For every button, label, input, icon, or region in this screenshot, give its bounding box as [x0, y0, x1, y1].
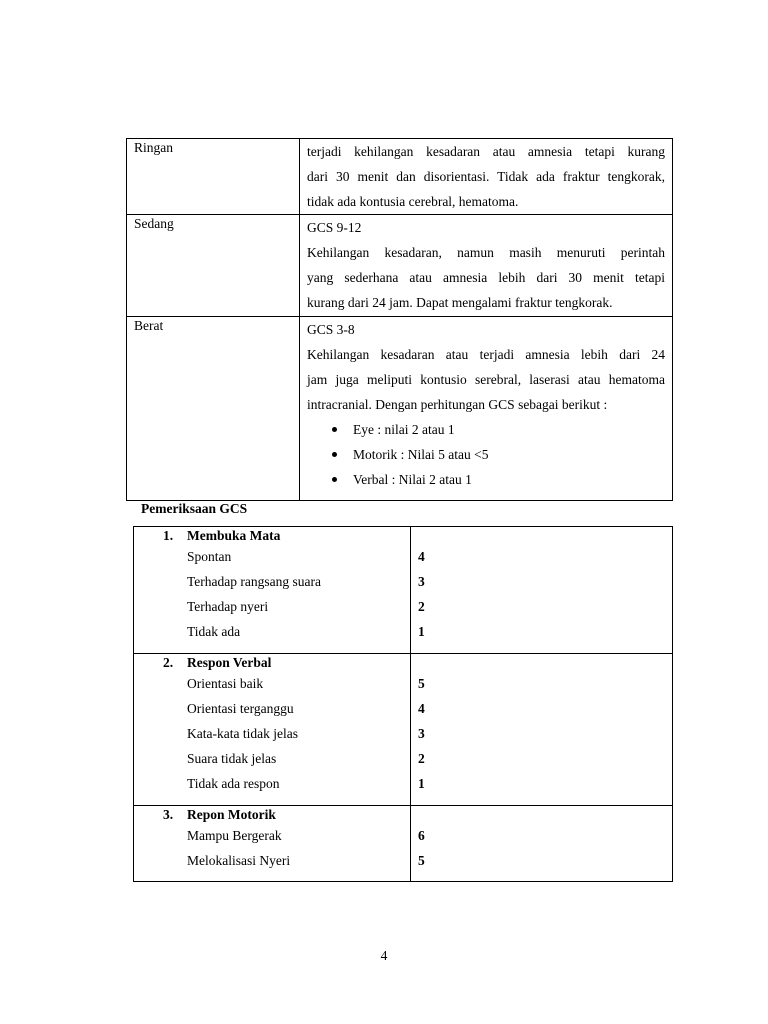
severity-label-cell	[127, 317, 300, 501]
bullet-dot-icon	[332, 452, 337, 457]
gcs-block-heading	[134, 806, 410, 823]
gcs-block-number: 2.	[163, 655, 174, 670]
gcs-item-label: Orientasi baik	[187, 676, 264, 691]
severity-description-cell	[300, 317, 673, 501]
severity-table	[126, 138, 673, 501]
gcs-item-score: 4	[418, 549, 425, 564]
gcs-item-label: Kata-kata tidak jelas	[187, 726, 298, 741]
gcs-item-label: Suara tidak jelas	[187, 751, 277, 766]
severity-label-cell	[127, 215, 300, 317]
gcs-item-label: Orientasi terganggu	[187, 701, 294, 716]
severity-row-berat	[127, 317, 673, 501]
gcs-item-label: Mampu Bergerak	[187, 828, 282, 843]
description-line: dari 30 menit dan disorientasi. Tidak ada fraktur tengkorak,	[307, 169, 665, 184]
description-line: jam juga meliputi kontusio serebral, laserasi atau hematoma	[307, 372, 665, 387]
bullet-dot-icon	[332, 477, 337, 482]
description-line: terjadi kehilangan kesadaran atau amnesia tetapi kurang	[307, 144, 665, 159]
gcs-item-score: 2	[418, 751, 425, 766]
gcs-section-title: Pemeriksaan GCS	[141, 501, 248, 516]
gcs-criteria-cell	[134, 527, 411, 654]
gcs-item-score: 5	[418, 676, 425, 691]
gcs-item-label: Tidak ada respon	[187, 776, 280, 791]
severity-label: Ringan	[134, 140, 173, 155]
gcs-block-number: 1.	[163, 528, 174, 543]
gcs-block-title: Repon Motorik	[187, 807, 276, 822]
gcs-score-cell	[411, 806, 673, 882]
gcs-criteria-cell	[134, 654, 411, 806]
gcs-item-score: 4	[418, 701, 425, 716]
severity-label-cell	[127, 139, 300, 215]
gcs-item-score: 3	[418, 574, 425, 589]
gcs-block-eye	[134, 527, 673, 654]
gcs-item-score: 3	[418, 726, 425, 741]
gcs-score-cell	[411, 527, 673, 654]
gcs-block-title: Membuka Mata	[187, 528, 281, 543]
gcs-item-score: 1	[418, 624, 425, 639]
severity-label: Berat	[134, 318, 164, 333]
gcs-item-score: 5	[418, 853, 425, 868]
bullet-item	[307, 467, 665, 492]
description-line: kurang dari 24 jam. Dapat mengalami fraktur tengkorak.	[307, 295, 613, 310]
severity-row-ringan	[127, 139, 673, 215]
gcs-block-title: Respon Verbal	[187, 655, 272, 670]
gcs-block-heading	[134, 527, 410, 544]
severity-row-sedang	[127, 215, 673, 317]
gcs-table	[133, 526, 673, 882]
gcs-item-label: Tidak ada	[187, 624, 241, 639]
gcs-item-score: 2	[418, 599, 425, 614]
gcs-block-heading	[134, 654, 410, 671]
description-line: tidak ada kontusia cerebral, hematoma.	[307, 194, 519, 209]
severity-description-cell	[300, 139, 673, 215]
gcs-item-score: 1	[418, 776, 425, 791]
description-line: Kehilangan kesadaran atau terjadi amnesia lebih dari 24	[307, 347, 665, 362]
description-line: Kehilangan kesadaran, namun masih menuruti perintah	[307, 245, 665, 260]
gcs-item-label: Terhadap nyeri	[187, 599, 269, 614]
severity-description-cell	[300, 215, 673, 317]
gcs-item-label: Terhadap rangsang suara	[187, 574, 321, 589]
bullet-text: Eye : nilai 2 atau 1	[353, 422, 455, 437]
bullet-item	[307, 417, 665, 442]
gcs-item-label: Spontan	[187, 549, 232, 564]
description-line: GCS 3-8	[307, 322, 355, 337]
bullet-item	[307, 442, 665, 467]
bullet-text: Verbal : Nilai 2 atau 1	[353, 472, 472, 487]
gcs-item-label: Melokalisasi Nyeri	[187, 853, 291, 868]
description-line: GCS 9-12	[307, 220, 362, 235]
description-line: intracranial. Dengan perhitungan GCS sebagai berikut :	[307, 397, 608, 412]
bullet-text: Motorik : Nilai 5 atau <5	[353, 447, 489, 462]
gcs-block-number: 3.	[163, 807, 174, 822]
page-number: 4	[380, 948, 388, 963]
gcs-block-verbal	[134, 654, 673, 806]
gcs-block-motor	[134, 806, 673, 882]
description-line: yang sederhana atau amnesia lebih dari 30 menit tetapi	[307, 270, 665, 285]
gcs-criteria-cell	[134, 806, 411, 882]
gcs-item-score: 6	[418, 828, 425, 843]
severity-label: Sedang	[134, 216, 174, 231]
gcs-score-cell	[411, 654, 673, 806]
bullet-dot-icon	[332, 427, 337, 432]
